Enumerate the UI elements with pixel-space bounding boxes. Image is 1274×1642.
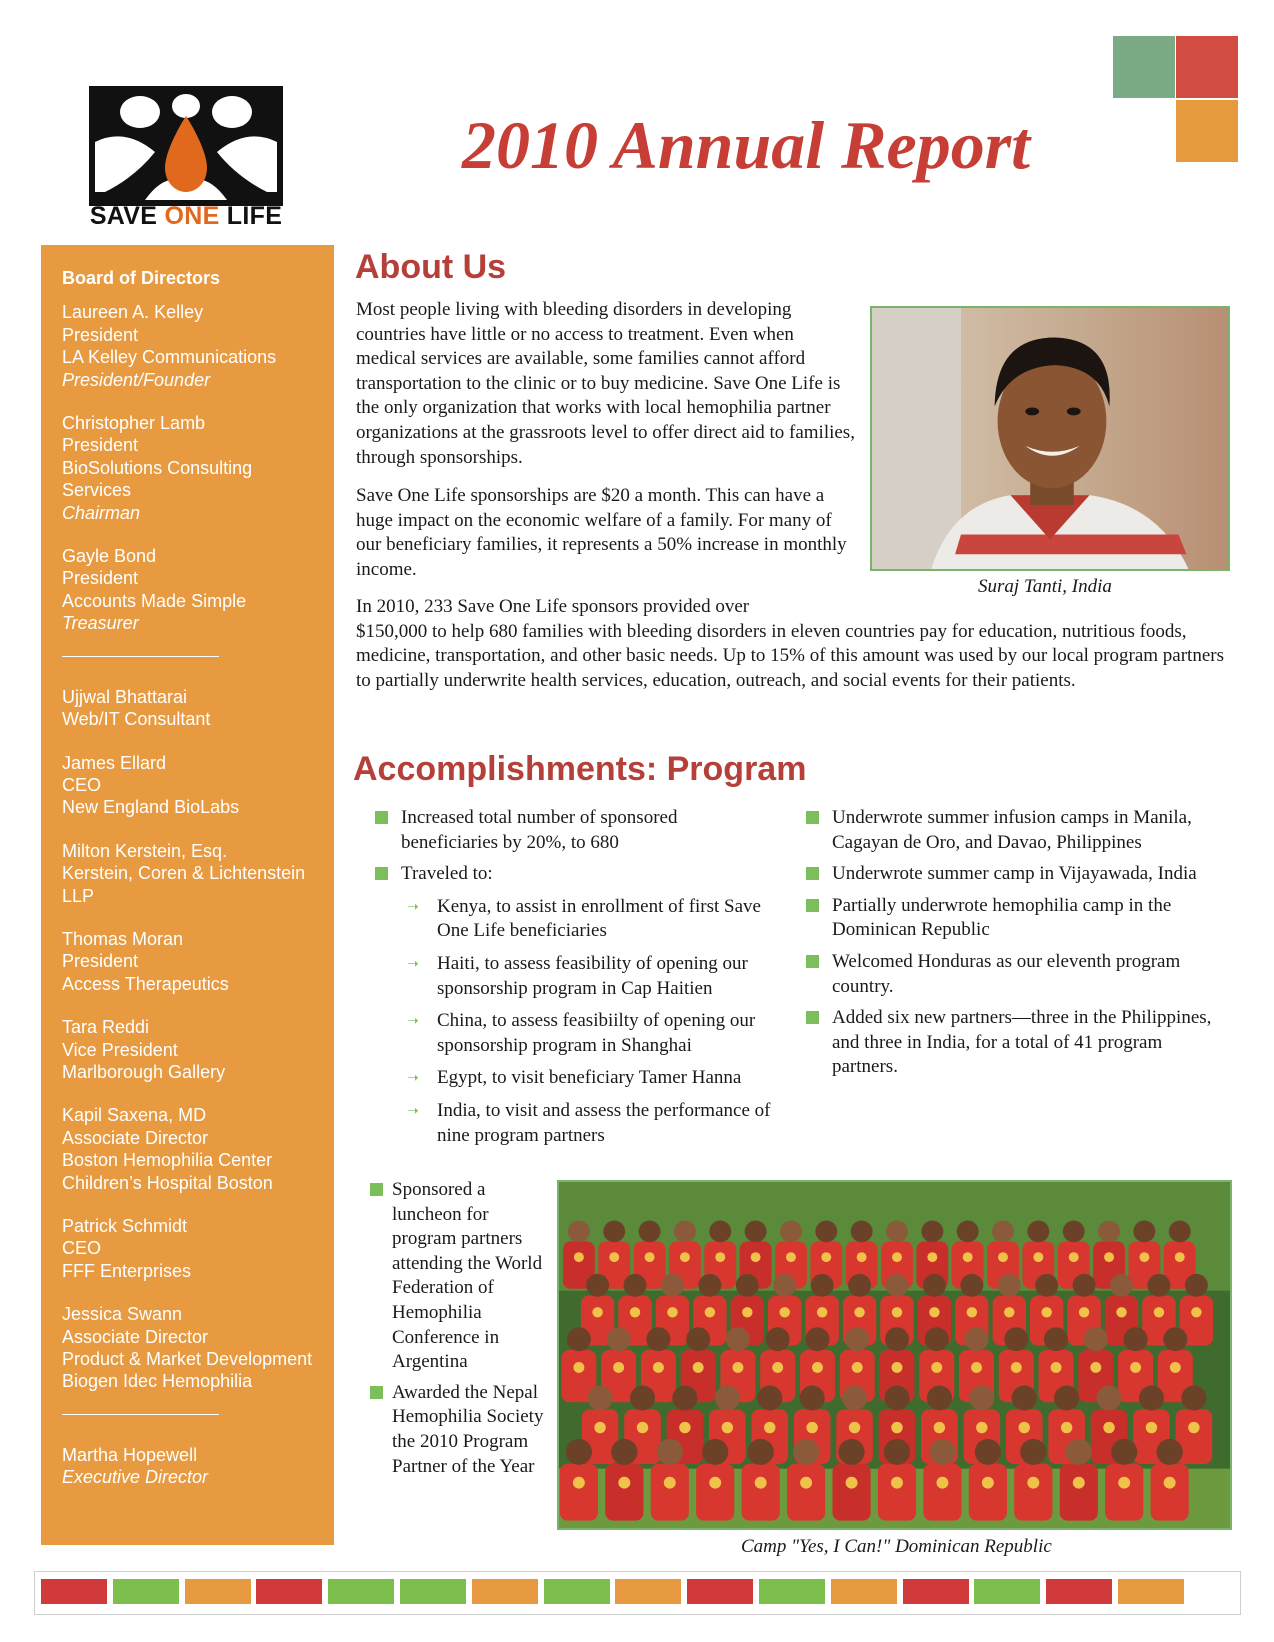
board-of-directors-sidebar [41,245,334,1545]
save-one-life-logo [85,82,287,210]
board-member-line: Tara Reddi [62,1017,150,1038]
portrait-caption: Suraj Tanti, India [978,576,1112,597]
list-item [806,894,1226,943]
arrow-bullet-icon: ➝ [407,1013,419,1030]
footer-color-block [472,1579,538,1604]
board-member-line: Kapil Saxena, MD [62,1105,207,1126]
board-member [62,301,334,391]
travel-item [407,952,775,1001]
accomplishments-column-1 [375,806,775,1156]
board-member-line: CEO [62,774,102,795]
travel-item [407,1009,775,1058]
board-member [62,928,334,995]
board-member-line: LLP [62,885,95,906]
group-photo-caption: Camp "Yes, I Can!" Dominican Republic [741,1536,1052,1557]
corner-square-orange [1176,100,1238,162]
sidebar-heading: Board of Directors [62,268,221,288]
board-member-line: Biogen Idec Hemophilia [62,1371,253,1392]
list-item-text: Sponsored a luncheon for program partners attending the World Federation of Hemophilia Conference in Argentina [392,1179,543,1373]
bullet-square-icon [806,1011,819,1024]
board-member-line: New England BioLabs [62,797,240,818]
bullet-square-icon [806,867,819,880]
about-heading: About Us [355,248,507,286]
footer-color-block [41,1579,107,1604]
sidebar-divider [62,1414,219,1415]
board-member-line: Ujjwal Bhattarai [62,686,188,707]
staff-entry [62,1444,334,1489]
list-item-text: Awarded the Nepal Hemophilia Society the 2010 Program Partner of the Year [392,1381,544,1477]
board-member-line: Thomas Moran [62,928,184,949]
board-member [62,1215,334,1282]
bullet-square-icon [375,867,388,880]
list-item [806,1006,1226,1080]
bullet-square-icon [806,955,819,968]
board-member-line: Gayle Bond [62,546,157,567]
about-paragraph-3-first-line: In 2010, 233 Save One Life sponsors provided over [356,596,750,617]
camp-group-photo [557,1180,1232,1530]
travel-item [407,895,775,944]
board-member-line: Associate Director [62,1326,209,1347]
board-member [62,840,334,907]
board-member-line: Vice President [62,1039,178,1060]
list-item-text: Underwrote summer camp in Vijayawada, India [832,863,1197,885]
list-item: Increased total number of sponsored beneficiaries by 20%, to 680 [375,806,775,855]
board-member-line: FFF Enterprises [62,1260,192,1281]
board-member-line: President [62,324,139,345]
accomplishments-column-2 [806,806,1226,1087]
arrow-bullet-icon: ➝ [407,955,419,972]
board-member-line: LA Kelley Communications [62,347,277,368]
footer-color-block [544,1579,610,1604]
footer-color-block [615,1579,681,1604]
about-paragraph-1: Most people living with bleeding disorders in developing countries have little or no access to treatment. Even when medical services are available, some families cannot afford transportation to the clinic or to buy medicine. Save One Life is the only organization that works with local hemophilia partner organizations at the grassroots level to offer direct aid to families, through sponsorships. [356,299,855,468]
bullet-square-icon [806,811,819,824]
footer-color-strip [34,1571,1241,1615]
board-member-line: Marlborough Gallery [62,1061,226,1082]
board-member [62,1016,334,1083]
footer-color-block [328,1579,394,1604]
accomplishments-column-3 [370,1178,550,1485]
footer-color-block [113,1579,179,1604]
board-member-line: Product & Market Development [62,1349,313,1370]
board-member-line: Boston Hemophilia Center [62,1150,273,1171]
board-member-line: President [62,435,139,456]
footer-color-block [687,1579,753,1604]
board-member [62,752,334,819]
board-member-line: Access Therapeutics [62,973,229,994]
logo-wordmark: SAVE ONE LIFE [89,202,283,230]
board-member-line: CEO [62,1238,102,1259]
footer-color-block [185,1579,251,1604]
staff-role: Executive Director [62,1467,209,1488]
staff-name: Martha Hopewell [62,1444,198,1465]
list-item [806,862,1226,887]
board-member-line: Milton Kerstein, Esq. [62,840,228,861]
corner-square-red [1176,36,1238,98]
list-item [370,1178,550,1375]
board-member-line: Services [62,480,132,501]
list-item-text: Welcomed Honduras as our eleventh program country. [832,950,1181,997]
board-member-role: Chairman [62,502,141,523]
list-item-text: Underwrote summer infusion camps in Manila, Cagayan de Oro, and Davao, Philippines [832,807,1192,853]
board-member-line: Children’s Hospital Boston [62,1172,273,1193]
board-member-line: Associate Director [62,1127,209,1148]
bullet-square-icon [370,1386,383,1399]
arrow-bullet-icon: ➝ [407,1102,419,1119]
board-member-line: Kerstein, Coren & Lichtenstein [62,863,306,884]
arrow-bullet-icon: ➝ [407,898,419,915]
travel-item-text: India, to visit and assess the performance of nine program partners [437,1099,771,1146]
travel-item-text: China, to assess feasibiilty of opening our sponsorship program in Shanghai [437,1010,756,1056]
travel-item [407,1099,775,1148]
board-member-line: BioSolutions Consulting [62,457,253,478]
footer-color-block [974,1579,1040,1604]
board-member-line: President [62,568,139,589]
portrait-photo [870,306,1230,571]
board-member-line: Web/IT Consultant [62,709,211,730]
footer-color-block [903,1579,969,1604]
board-member-line: Christopher Lamb [62,413,206,434]
about-paragraph-2: Save One Life sponsorships are $20 a month. This can have a huge impact on the economic welfare of a family. For many of our beneficiary families, it represents a 50% increase in monthly income. [356,485,847,580]
board-member-role: Treasurer [62,613,139,634]
travel-item-text: Kenya, to assist in enrollment of first Save One Life beneficiaries [437,895,761,942]
travel-item [407,1066,775,1091]
travel-item-text: Egypt, to visit beneficiary Tamer Hanna [437,1067,742,1089]
list-item [806,950,1226,999]
arrow-bullet-icon: ➝ [407,1070,419,1087]
travel-item-text: Haiti, to assess feasibility of opening our sponsorship program in Cap Haitien [437,952,748,999]
board-member [62,545,334,635]
list-item: Traveled to: ➝ Kenya, to assist in enrollment of first Save One Life beneficiaries ➝ Haiti, to assess feasibility of opening our sponsorship program in Cap Haitien ➝ China, to assess feasibiilty of opening our sponsorship program in Shanghai ➝ Egypt, to visit beneficiary Tamer Hanna ➝ India, to visit and assess the performance of nine program partners [375,862,775,1148]
footer-color-block [1046,1579,1112,1604]
travel-sublist [407,895,775,1148]
report-title: 2010 Annual Report [462,107,1031,183]
footer-color-block [400,1579,466,1604]
bullet-square-icon [375,811,388,824]
board-member [62,1104,334,1194]
list-item-text: Added six new partners—three in the Philippines, and three in India, for a total of 41 program partners. [832,1007,1212,1078]
board-member [62,412,334,524]
board-member-line: President [62,951,139,972]
board-member-line: James Ellard [62,752,167,773]
footer-color-block [831,1579,897,1604]
about-paragraph-3-rest: $150,000 to help 680 families with bleeding disorders in eleven countries pay for education, nutritious foods, medicine, transportation, and other basic needs. Up to 15% of this amount was used by our local program partners to partially underwrite health services, education, outreach, and social events for their patients. [356,620,1224,691]
footer-color-block [1118,1579,1184,1604]
accomplishments-heading: Accomplishments: Program [353,750,807,788]
footer-color-block [256,1579,322,1604]
board-member [62,1303,334,1393]
corner-square-green [1113,36,1175,98]
list-item-text: Partially underwrote hemophilia camp in the Dominican Republic [832,894,1172,941]
list-item [806,806,1226,855]
sidebar-divider [62,656,219,657]
board-member-line: Laureen A. Kelley [62,302,204,323]
board-member-line: Accounts Made Simple [62,590,247,611]
footer-color-block [759,1579,825,1604]
about-paragraph-3 [356,595,1234,693]
board-member-role: President/Founder [62,369,211,390]
board-member-line: Patrick Schmidt [62,1216,188,1236]
list-item [370,1381,550,1479]
board-member [62,686,334,731]
bullet-square-icon [806,899,819,912]
board-member-line: Jessica Swann [62,1304,183,1325]
bullet-square-icon [370,1183,383,1196]
